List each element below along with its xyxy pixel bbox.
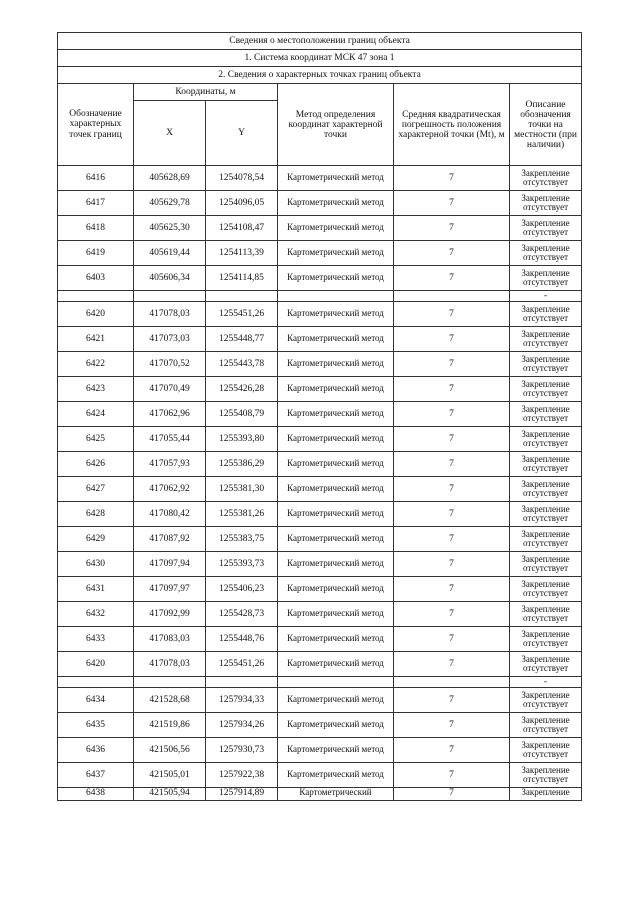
header-row-1 xyxy=(58,84,582,101)
cell-error: 7 xyxy=(394,502,510,527)
cell-y: 1255381,26 xyxy=(206,502,278,527)
cell-x: 417073,03 xyxy=(134,327,206,352)
cell-method: Картометрический метод xyxy=(278,352,394,377)
table-row xyxy=(58,266,582,291)
cell-x xyxy=(134,291,206,302)
cell-x: 417080,42 xyxy=(134,502,206,527)
cell-error: 7 xyxy=(394,216,510,241)
cell-y: 1255428,73 xyxy=(206,602,278,627)
table-row xyxy=(58,527,582,552)
cell-desc: Закрепление отсутствует xyxy=(510,352,582,377)
cell-point-id: 6416 xyxy=(58,166,134,191)
table-row xyxy=(58,552,582,577)
cell-desc: Закрепление отсутствует xyxy=(510,713,582,738)
cell-y xyxy=(206,291,278,302)
cell-method: Картометрический метод xyxy=(278,552,394,577)
document-page xyxy=(57,32,581,801)
header-y: Y xyxy=(206,101,278,166)
cell-x: 421528,68 xyxy=(134,688,206,713)
cell-method: Картометрический метод xyxy=(278,427,394,452)
cell-desc: Закрепление отсутствует xyxy=(510,327,582,352)
table-row xyxy=(58,652,582,677)
cell-error: 7 xyxy=(394,477,510,502)
cell-method: Картометрический метод xyxy=(278,216,394,241)
cell-point-id: 6417 xyxy=(58,191,134,216)
cell-x: 421505,01 xyxy=(134,763,206,788)
cell-error: 7 xyxy=(394,552,510,577)
table-title: Сведения о местоположении границ объекта xyxy=(58,33,582,50)
cell-y: 1255426,28 xyxy=(206,377,278,402)
cell-method: Картометрический метод xyxy=(278,477,394,502)
cell-desc: Закрепление отсутствует xyxy=(510,688,582,713)
cell-desc: Закрепление отсутствует xyxy=(510,166,582,191)
cell-point-id: 6426 xyxy=(58,452,134,477)
cell-y: 1255408,79 xyxy=(206,402,278,427)
cell-method: Картометрический метод xyxy=(278,502,394,527)
cell-y: 1257922,38 xyxy=(206,763,278,788)
cell-error: 7 xyxy=(394,352,510,377)
table-row xyxy=(58,241,582,266)
cell-error: 7 xyxy=(394,738,510,763)
cell-point-id: 6421 xyxy=(58,327,134,352)
cell-x: 417062,96 xyxy=(134,402,206,427)
cell-method: Картометрический метод xyxy=(278,688,394,713)
separator-row xyxy=(58,291,582,302)
table-row xyxy=(58,452,582,477)
table-row xyxy=(58,602,582,627)
cell-y: 1255406,23 xyxy=(206,577,278,602)
cell-method: Картометрический метод xyxy=(278,241,394,266)
cell-desc: Закрепление отсутствует xyxy=(510,577,582,602)
cell-point-id: 6428 xyxy=(58,502,134,527)
cell-y: 1255448,77 xyxy=(206,327,278,352)
cell-x: 405628,69 xyxy=(134,166,206,191)
cell-error: 7 xyxy=(394,688,510,713)
cell-method: Картометрический метод xyxy=(278,377,394,402)
cell-error: 7 xyxy=(394,266,510,291)
cell-point-id: 6432 xyxy=(58,602,134,627)
cell-y: 1255393,73 xyxy=(206,552,278,577)
table-row xyxy=(58,763,582,788)
cell-y: 1257930,73 xyxy=(206,738,278,763)
cell-x: 417092,99 xyxy=(134,602,206,627)
cell-method: Картометрический метод xyxy=(278,302,394,327)
header-coordinates: Координаты, м xyxy=(134,84,278,101)
cell-method xyxy=(278,291,394,302)
header-x: X xyxy=(134,101,206,166)
cell-error: 7 xyxy=(394,788,510,801)
cell-desc: Закрепление отсутствует xyxy=(510,602,582,627)
cell-desc: Закрепление отсутствует xyxy=(510,191,582,216)
cell-desc: - xyxy=(510,291,582,302)
cell-y: 1254114,85 xyxy=(206,266,278,291)
cell-x: 405629,78 xyxy=(134,191,206,216)
cell-x: 405619,44 xyxy=(134,241,206,266)
cell-desc: Закрепление отсутствует xyxy=(510,652,582,677)
cell-x: 405606,34 xyxy=(134,266,206,291)
cell-error: 7 xyxy=(394,427,510,452)
cell-desc: Закрепление xyxy=(510,788,582,801)
table-row xyxy=(58,302,582,327)
cell-x: 417070,49 xyxy=(134,377,206,402)
cell-x: 417078,03 xyxy=(134,302,206,327)
cell-x: 417083,03 xyxy=(134,627,206,652)
cell-desc: Закрепление отсутствует xyxy=(510,763,582,788)
cell-point-id: 6437 xyxy=(58,763,134,788)
cell-error: 7 xyxy=(394,452,510,477)
header-error: Средняя квадратическая погрешность положения характерной точки (Mt), м xyxy=(394,84,510,166)
cell-x: 417097,94 xyxy=(134,552,206,577)
cell-error: 7 xyxy=(394,527,510,552)
cell-method: Картометрический метод xyxy=(278,266,394,291)
table-row xyxy=(58,166,582,191)
cell-desc: Закрепление отсутствует xyxy=(510,241,582,266)
cell-method: Картометрический метод xyxy=(278,738,394,763)
cell-point-id: 6436 xyxy=(58,738,134,763)
cell-x: 417087,92 xyxy=(134,527,206,552)
cell-point-id: 6430 xyxy=(58,552,134,577)
cell-x: 417070,52 xyxy=(134,352,206,377)
cell-point-id: 6420 xyxy=(58,302,134,327)
cell-error: 7 xyxy=(394,241,510,266)
header-point-id: Обозначение характерных точек границ xyxy=(58,84,134,166)
table-row xyxy=(58,352,582,377)
section-title-row xyxy=(58,67,582,84)
table-row xyxy=(58,402,582,427)
cell-y: 1255386,29 xyxy=(206,452,278,477)
cell-point-id: 6434 xyxy=(58,688,134,713)
cell-error: 7 xyxy=(394,327,510,352)
cell-y: 1255381,30 xyxy=(206,477,278,502)
cell-error: 7 xyxy=(394,166,510,191)
table-body xyxy=(58,166,582,801)
cell-error xyxy=(394,677,510,688)
table-title-row xyxy=(58,33,582,50)
cell-point-id: 6431 xyxy=(58,577,134,602)
cell-point-id: 6429 xyxy=(58,527,134,552)
cell-point-id: 6420 xyxy=(58,652,134,677)
cell-desc: Закрепление отсутствует xyxy=(510,216,582,241)
table-row xyxy=(58,191,582,216)
header-method: Метод определения координат характерной точки xyxy=(278,84,394,166)
cell-error: 7 xyxy=(394,377,510,402)
cell-point-id: 6425 xyxy=(58,427,134,452)
cell-y: 1255451,26 xyxy=(206,652,278,677)
cell-desc: Закрепление отсутствует xyxy=(510,427,582,452)
table-row xyxy=(58,327,582,352)
cell-y: 1257914,89 xyxy=(206,788,278,801)
cell-desc: Закрепление отсутствует xyxy=(510,527,582,552)
cell-y: 1255448,76 xyxy=(206,627,278,652)
cell-y: 1257934,26 xyxy=(206,713,278,738)
cell-point-id xyxy=(58,677,134,688)
table-row xyxy=(58,216,582,241)
cell-method: Картометрический метод xyxy=(278,627,394,652)
cell-desc: Закрепление отсутствует xyxy=(510,266,582,291)
separator-row xyxy=(58,677,582,688)
cell-point-id: 6433 xyxy=(58,627,134,652)
cell-desc: Закрепление отсутствует xyxy=(510,377,582,402)
cell-method: Картометрический метод xyxy=(278,166,394,191)
cell-point-id: 6438 xyxy=(58,788,134,801)
cell-error xyxy=(394,291,510,302)
cell-y: 1255443,78 xyxy=(206,352,278,377)
table-row xyxy=(58,577,582,602)
cell-error: 7 xyxy=(394,763,510,788)
cell-point-id: 6427 xyxy=(58,477,134,502)
cell-point-id xyxy=(58,291,134,302)
cell-method: Картометрический xyxy=(278,788,394,801)
cell-x: 417055,44 xyxy=(134,427,206,452)
table-row xyxy=(58,627,582,652)
cell-x: 421506,56 xyxy=(134,738,206,763)
cell-y: 1255383,75 xyxy=(206,527,278,552)
cell-error: 7 xyxy=(394,191,510,216)
cell-y: 1255451,26 xyxy=(206,302,278,327)
cell-method: Картометрический метод xyxy=(278,402,394,427)
table-row xyxy=(58,377,582,402)
cell-desc: Закрепление отсутствует xyxy=(510,502,582,527)
cell-point-id: 6423 xyxy=(58,377,134,402)
table-row xyxy=(58,738,582,763)
table-row xyxy=(58,713,582,738)
cell-method: Картометрический метод xyxy=(278,527,394,552)
cell-error: 7 xyxy=(394,713,510,738)
cell-x xyxy=(134,677,206,688)
cell-error: 7 xyxy=(394,602,510,627)
header-description: Описание обозначения точки на местности (при наличии) xyxy=(510,84,582,166)
cell-desc: Закрепление отсутствует xyxy=(510,302,582,327)
table-row xyxy=(58,477,582,502)
cell-y: 1254096,05 xyxy=(206,191,278,216)
cell-method: Картометрический метод xyxy=(278,327,394,352)
cell-y: 1254113,39 xyxy=(206,241,278,266)
cell-x: 417062,92 xyxy=(134,477,206,502)
cell-point-id: 6422 xyxy=(58,352,134,377)
cell-method: Картометрический метод xyxy=(278,652,394,677)
cell-x: 417078,03 xyxy=(134,652,206,677)
cell-point-id: 6435 xyxy=(58,713,134,738)
cell-point-id: 6424 xyxy=(58,402,134,427)
cell-y: 1254108,47 xyxy=(206,216,278,241)
cell-method: Картометрический метод xyxy=(278,713,394,738)
table-row xyxy=(58,502,582,527)
cell-x: 421519,86 xyxy=(134,713,206,738)
cell-x: 417057,93 xyxy=(134,452,206,477)
cell-y xyxy=(206,677,278,688)
cell-method: Картометрический метод xyxy=(278,763,394,788)
cell-error: 7 xyxy=(394,402,510,427)
cell-method: Картометрический метод xyxy=(278,577,394,602)
cell-x: 405625,30 xyxy=(134,216,206,241)
cell-desc: Закрепление отсутствует xyxy=(510,402,582,427)
table-row xyxy=(58,788,582,801)
cell-y: 1254078,54 xyxy=(206,166,278,191)
cell-desc: Закрепление отсутствует xyxy=(510,552,582,577)
cell-desc: Закрепление отсутствует xyxy=(510,477,582,502)
cell-method: Картометрический метод xyxy=(278,191,394,216)
cell-y: 1255393,80 xyxy=(206,427,278,452)
cell-error: 7 xyxy=(394,652,510,677)
cell-x: 421505,94 xyxy=(134,788,206,801)
cell-error: 7 xyxy=(394,627,510,652)
cell-desc: - xyxy=(510,677,582,688)
coordinate-system-row xyxy=(58,50,582,67)
boundary-points-table xyxy=(57,32,582,801)
cell-point-id: 6419 xyxy=(58,241,134,266)
cell-method: Картометрический метод xyxy=(278,602,394,627)
cell-error: 7 xyxy=(394,577,510,602)
cell-method xyxy=(278,677,394,688)
cell-method: Картометрический метод xyxy=(278,452,394,477)
cell-desc: Закрепление отсутствует xyxy=(510,627,582,652)
coordinate-system-title: 1. Система координат МСК 47 зона 1 xyxy=(58,50,582,67)
cell-desc: Закрепление отсутствует xyxy=(510,738,582,763)
table-row xyxy=(58,688,582,713)
table-row xyxy=(58,427,582,452)
cell-x: 417097,97 xyxy=(134,577,206,602)
cell-point-id: 6418 xyxy=(58,216,134,241)
cell-point-id: 6403 xyxy=(58,266,134,291)
cell-y: 1257934,33 xyxy=(206,688,278,713)
cell-error: 7 xyxy=(394,302,510,327)
cell-desc: Закрепление отсутствует xyxy=(510,452,582,477)
section-title: 2. Сведения о характерных точках границ объекта xyxy=(58,67,582,84)
